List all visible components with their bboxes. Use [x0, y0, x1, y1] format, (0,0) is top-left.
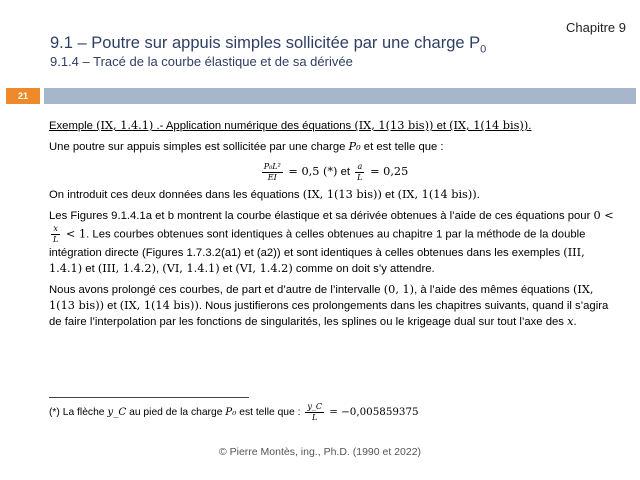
para3-fraction-num: x — [51, 224, 60, 235]
para4-interval: (0, 1) — [383, 283, 415, 296]
footnote-t1: (*) La flèche — [49, 407, 108, 419]
slide-number-badge: 21 — [6, 88, 40, 104]
para1-text: Une poutre sur appuis simples est sollicitée par une charge — [49, 141, 349, 153]
para3-t2: . Les courbes obtenues sont identiques à celles obtenues au chapitre 1 par la méthode de la double intégration directe (Figures 1.7.3.2(a1) et (a2)) et sont identiques à celles obtenues dans les exemples — [49, 228, 586, 259]
fraction-1 — [262, 162, 283, 183]
fraction-1-den: EI — [267, 172, 277, 182]
paragraph-2 — [49, 187, 619, 203]
para3-t3: comme on doit s’y attendre. — [292, 263, 435, 275]
para2-end: . — [476, 189, 480, 201]
para4-and: et — [104, 300, 120, 312]
para4-t1: Nous avons prolongé ces courbes, de part et d’autre de l’intervalle — [49, 284, 384, 296]
footnote-fraction-num: y_C — [307, 402, 322, 411]
para3-t1: Les Figures 9.1.4.1a et b montrent la courbe élastique et sa dérivée obtenues à l’aide de ces équations pour — [49, 210, 594, 222]
chapter-label: Chapitre 9 — [566, 20, 626, 35]
paragraph-3 — [49, 208, 619, 277]
para3-ineq-left: 0 < — [593, 209, 614, 222]
para3-ref3: (VI, 1.4.1) — [162, 262, 220, 275]
para2-eq2: (IX, 1(14 bis)) — [397, 188, 477, 201]
slide-subtitle: 9.1.4 – Tracé de la courbe élastique et de sa dérivée — [50, 54, 353, 69]
equation-line — [49, 161, 619, 183]
footnote-divider — [49, 397, 249, 398]
slide-body — [49, 118, 619, 330]
example-eq2: (IX, 1(14 bis)) — [449, 119, 529, 132]
footnote-yc: y_C — [107, 406, 127, 419]
example-text: .- Application numérique des équations — [153, 120, 355, 132]
para4-end: . — [573, 316, 577, 328]
para4-t2: , à l’aide des mêmes équations — [414, 284, 573, 296]
para4-eq2: (IX, 1(14 bis)) — [119, 299, 199, 312]
equation-val1: = 0,5 (*) — [284, 165, 338, 178]
para4-x: x — [567, 315, 574, 328]
footnote-t3: est telle que : — [236, 407, 304, 419]
para3-fraction — [51, 224, 60, 245]
footnote — [49, 402, 609, 423]
example-and: et — [433, 120, 450, 132]
fraction-2 — [355, 162, 364, 183]
footnote-value: = −0,005859375 — [325, 406, 419, 419]
paragraph-1 — [49, 139, 619, 155]
equation-val2: = 0,25 — [366, 165, 409, 178]
footnote-t2: au pied de la charge — [126, 407, 226, 419]
fraction-2-num: a — [355, 162, 364, 173]
para2-and: et — [381, 189, 398, 201]
para3-fraction-den: L — [53, 235, 59, 244]
para4-eq1: (IX, 1(13 bis)) — [49, 283, 594, 312]
para3-ref1: (III, 1.4.1) — [49, 246, 585, 275]
footnote-p0: P₀ — [225, 406, 237, 419]
example-eq1: (IX, 1(13 bis)) — [354, 119, 434, 132]
para1-p0: P₀ — [348, 140, 361, 153]
example-end: . — [528, 120, 532, 132]
slide-title — [50, 34, 486, 55]
para3-and2: et — [219, 263, 236, 275]
para3-ref4: (VI, 1.4.2) — [235, 262, 293, 275]
example-heading — [49, 118, 619, 134]
copyright-footer: © Pierre Montès, ing., Ph.D. (1990 et 2022) — [218, 446, 422, 458]
para2-text: On introduit ces deux données dans les équations — [49, 189, 303, 201]
equation-and: et — [337, 166, 354, 178]
slide-title-subscript: 0 — [480, 43, 487, 56]
para1-end: et est telle que : — [360, 141, 444, 153]
para3-comma: , — [156, 263, 163, 275]
para3-and1: et — [82, 263, 98, 275]
paragraph-4 — [49, 282, 619, 330]
fraction-1-num: P₀L² — [263, 161, 281, 171]
fraction-2-den: L — [357, 172, 363, 182]
para4-t3: . Nous justifierons ces prolongements dans les chapitres suivants, quand il s’agira de faire l’interpolation par les fonctions de singularités, les splines ou le krigeage dual sur tout l’axe des — [49, 300, 609, 328]
footnote-fraction — [305, 402, 324, 423]
example-label: Exemple — [49, 120, 97, 132]
example-ref: (IX, 1.4.1) — [96, 119, 154, 132]
footnote-fraction-den: L — [312, 413, 318, 422]
para3-ref2: (III, 1.4.2) — [97, 262, 156, 275]
slide-title-text: 9.1 – Poutre sur appuis simples sollicitée par une charge P — [50, 34, 481, 52]
para2-eq1: (IX, 1(13 bis)) — [302, 188, 382, 201]
para3-ineq-right: < 1 — [62, 227, 87, 241]
header-bar — [44, 88, 636, 104]
